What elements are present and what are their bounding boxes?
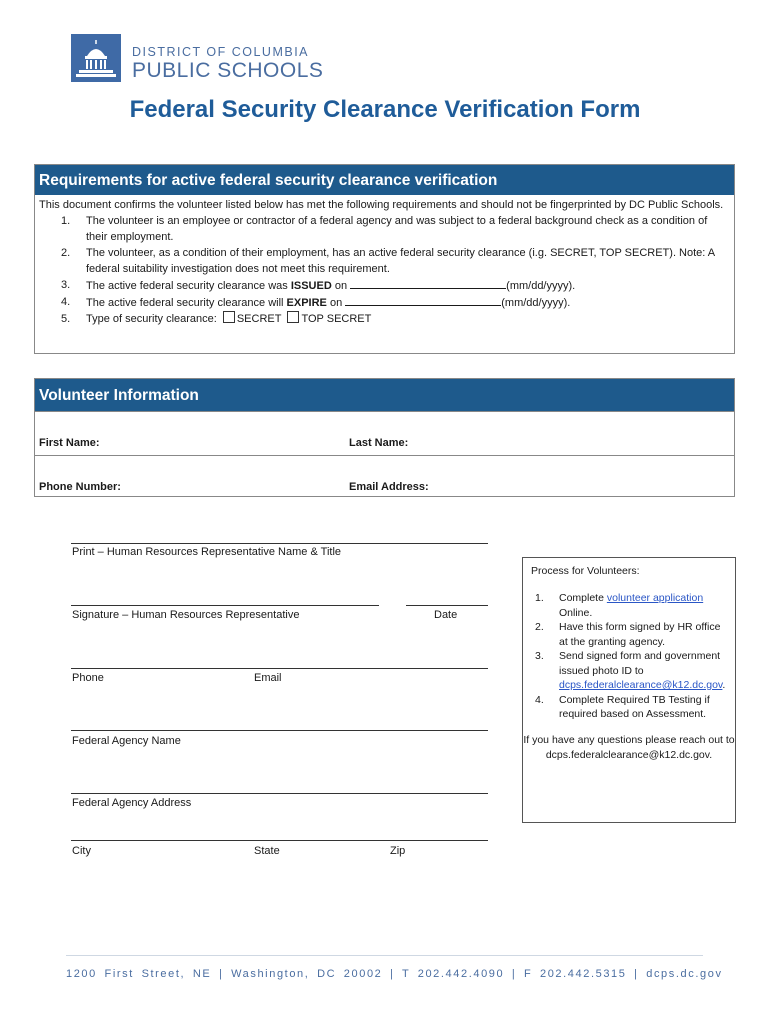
requirements-header: Requirements for active federal security clearance verification (35, 165, 734, 195)
dcps-logo (71, 34, 331, 84)
process-step: 1. Complete volunteer application Online. (535, 592, 704, 619)
requirement-item: 3. The active federal security clearance was ISSUED on (mm/dd/yyyy). (61, 279, 576, 292)
agency-name-line[interactable] (71, 730, 488, 731)
footer-address: 1200 First Street, NE | Washington, DC 20002 | T 202.442.4090 | F 202.442.5315 | dcps.dc.gov (66, 968, 723, 980)
logo-line-schools: PUBLIC SCHOOLS (132, 59, 324, 82)
process-box (522, 557, 736, 823)
signature-line[interactable] (71, 605, 379, 606)
requirements-section (34, 164, 735, 354)
process-step: 3. Send signed form and government issued photo ID to dcps.federalclearance@k12.dc.gov. (535, 650, 726, 691)
phone-number-field[interactable]: Phone Number: (39, 481, 121, 493)
volunteer-application-link[interactable]: volunteer application (606, 592, 704, 604)
page-title: Federal Security Clearance Verification Form (129, 96, 641, 123)
print-name-label: Print – Human Resources Representative Name & Title (72, 546, 342, 558)
signature-label: Signature – Human Resources Representative (72, 609, 300, 621)
email-address-field[interactable]: Email Address: (349, 481, 429, 493)
last-name-field[interactable]: Last Name: (349, 437, 409, 449)
agency-address-label: Federal Agency Address (72, 797, 192, 809)
date-label: Date (434, 609, 458, 621)
requirement-item: 4. The active federal security clearance will EXPIRE on (mm/dd/yyyy). (61, 296, 571, 309)
footer-divider (66, 955, 703, 956)
requirement-item: 2. The volunteer, as a condition of their employment, has an active federal security clearance (i.g. SECRET, TOP SECRET). Note: A federal suitability investigation does not meet this requirement. (61, 247, 715, 275)
logo-line-district: DISTRICT OF COLUMBIA (132, 45, 310, 59)
process-step: 4. Complete Required TB Testing if required based on Assessment. (535, 693, 710, 720)
volunteer-name-row (35, 411, 734, 455)
city-state-zip-line[interactable] (71, 840, 488, 841)
requirements-list (39, 213, 730, 327)
date-line[interactable] (406, 605, 488, 606)
expire-date-field[interactable] (345, 294, 501, 306)
capitol-dome-icon (71, 34, 121, 82)
process-heading: Process for Volunteers: (531, 565, 640, 577)
requirements-intro: This document confirms the volunteer listed below has met the following requirements and should not be fingerprinted by DC Public Schools. (39, 199, 724, 211)
clearance-email-link[interactable]: dcps.federalclearance@k12.dc.gov (559, 679, 723, 691)
agency-name-label: Federal Agency Name (72, 735, 181, 747)
requirement-item: 5. Type of security clearance: SECRET TOP SECRET (61, 313, 372, 325)
top-secret-checkbox[interactable] (287, 311, 299, 323)
email-label: Email (254, 672, 282, 684)
phone-label: Phone (72, 672, 104, 684)
requirement-item: 1. The volunteer is an employee or contractor of a federal agency and was subject to a federal background check as a condition of their employment. (61, 215, 708, 243)
process-step: 2. Have this form signed by HR office at the granting agency. (535, 621, 721, 648)
agency-address-line[interactable] (71, 793, 488, 794)
zip-label: Zip (390, 845, 406, 857)
first-name-field[interactable]: First Name: (39, 437, 100, 449)
contact-note: If you have any questions please reach out to dcps.federalclearance@k12.dc.gov. (523, 734, 735, 761)
print-name-line[interactable] (71, 543, 488, 544)
issued-date-field[interactable] (350, 277, 506, 289)
volunteer-contact-row (35, 455, 734, 499)
volunteer-section (34, 378, 735, 497)
volunteer-header: Volunteer Information (35, 379, 734, 411)
process-steps (531, 591, 731, 722)
phone-email-line[interactable] (71, 668, 488, 669)
secret-checkbox[interactable] (223, 311, 235, 323)
city-label: City (72, 845, 91, 857)
state-label: State (254, 845, 280, 857)
